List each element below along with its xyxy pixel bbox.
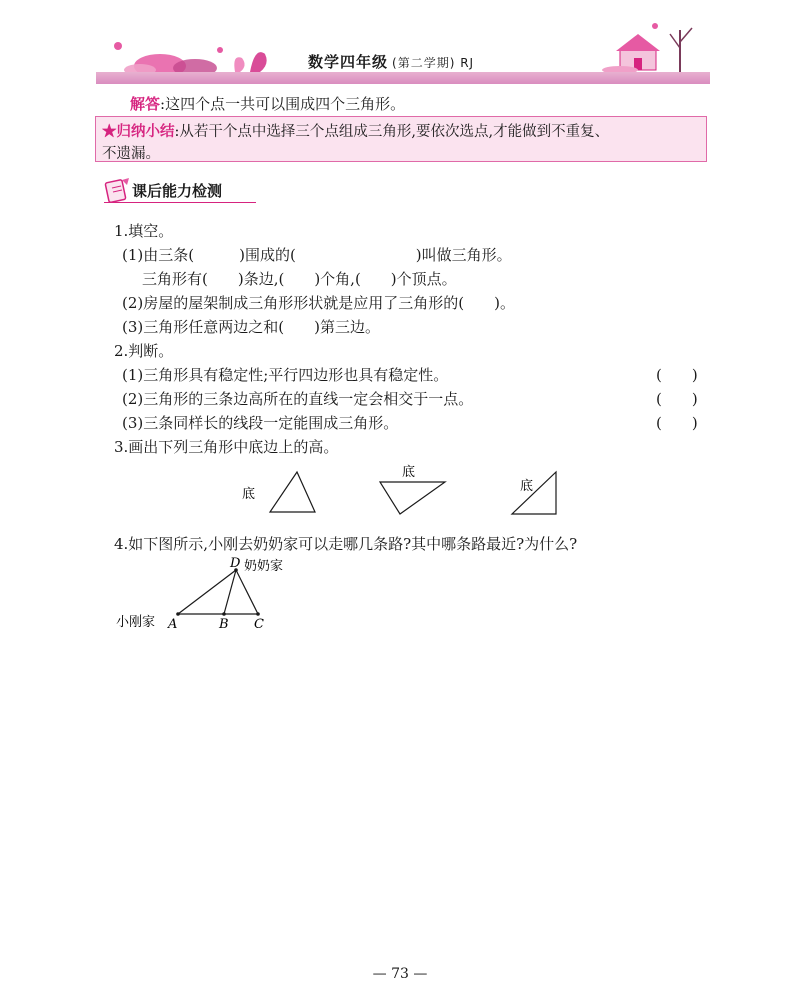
q2-answer-paren-3[interactable]: ( )	[656, 414, 698, 432]
label-xiaogang-home: 小刚家	[116, 615, 156, 630]
segment-ad	[178, 570, 236, 614]
q3-triangles-figure	[230, 458, 590, 520]
label-a: A	[168, 617, 178, 632]
triangle-3	[512, 472, 556, 514]
book-subtitle: (第二学期) RJ	[392, 56, 475, 70]
q2-item-2: (2)三角形的三条边高所在的直线一定会相交于一点。	[122, 390, 474, 408]
header-decoration-right	[600, 20, 710, 80]
page-number: — 73 —	[372, 966, 428, 982]
notebook-icon	[104, 176, 132, 204]
summary-text-line1: :从若干个点中选择三个点组成三角形,要依次选点,才能做到不重复、	[174, 124, 610, 140]
answer-line	[130, 93, 405, 114]
label-c: C	[254, 617, 264, 632]
label-d: D	[230, 556, 241, 571]
triangle-2-base-label: 底	[402, 465, 416, 480]
triangle-2	[380, 482, 445, 514]
section-heading	[104, 176, 223, 208]
point-a	[176, 612, 180, 616]
q2-heading: 2.判断。	[114, 342, 174, 360]
q2-answer-paren-2[interactable]: ( )	[656, 390, 698, 408]
point-b	[222, 612, 226, 616]
summary-label: ★归纳小结	[102, 123, 175, 140]
q4-route-figure	[112, 556, 312, 634]
answer-text: :这四个点一共可以围成四个三角形。	[160, 95, 406, 113]
q1-heading: 1.填空。	[114, 222, 174, 240]
q1-line4: (3)三角形任意两边之和( )第三边。	[122, 318, 380, 336]
q2-answer-paren-1[interactable]: ( )	[656, 366, 698, 384]
triangle-1-base-label: 底	[242, 487, 256, 502]
segment-cd	[236, 570, 258, 614]
triangle-3-base-label: 底	[520, 479, 534, 494]
page-header-title	[308, 51, 474, 72]
q3-heading: 3.画出下列三角形中底边上的高。	[114, 438, 339, 456]
q1-line2: 三角形有( )条边,( )个角,( )个顶点。	[142, 270, 457, 288]
q1-line3: (2)房屋的屋架制成三角形形状就是应用了三角形的( )。	[122, 294, 515, 312]
answer-label: 解答	[130, 95, 161, 113]
segment-bd	[224, 570, 236, 614]
q4-heading: 4.如下图所示,小刚去奶奶家可以走哪几条路?其中哪条路最近?为什么?	[114, 535, 578, 553]
q2-item-1: (1)三角形具有稳定性;平行四边形也具有稳定性。	[122, 366, 449, 384]
book-title: 数学四年级	[308, 53, 389, 71]
summary-text-line2: 不遗漏。	[102, 146, 160, 162]
section-title: 课后能力检测	[132, 182, 223, 200]
q1-line1: (1)由三条( )围成的( )叫做三角形。	[122, 246, 512, 264]
label-b: B	[219, 617, 229, 632]
label-grandma-home: 奶奶家	[244, 559, 284, 574]
header-bar	[96, 72, 710, 84]
section-underline	[104, 202, 256, 203]
summary-box	[95, 116, 707, 162]
q2-item-3: (3)三条同样长的线段一定能围成三角形。	[122, 414, 399, 432]
point-c	[256, 612, 260, 616]
triangle-1	[270, 472, 315, 512]
